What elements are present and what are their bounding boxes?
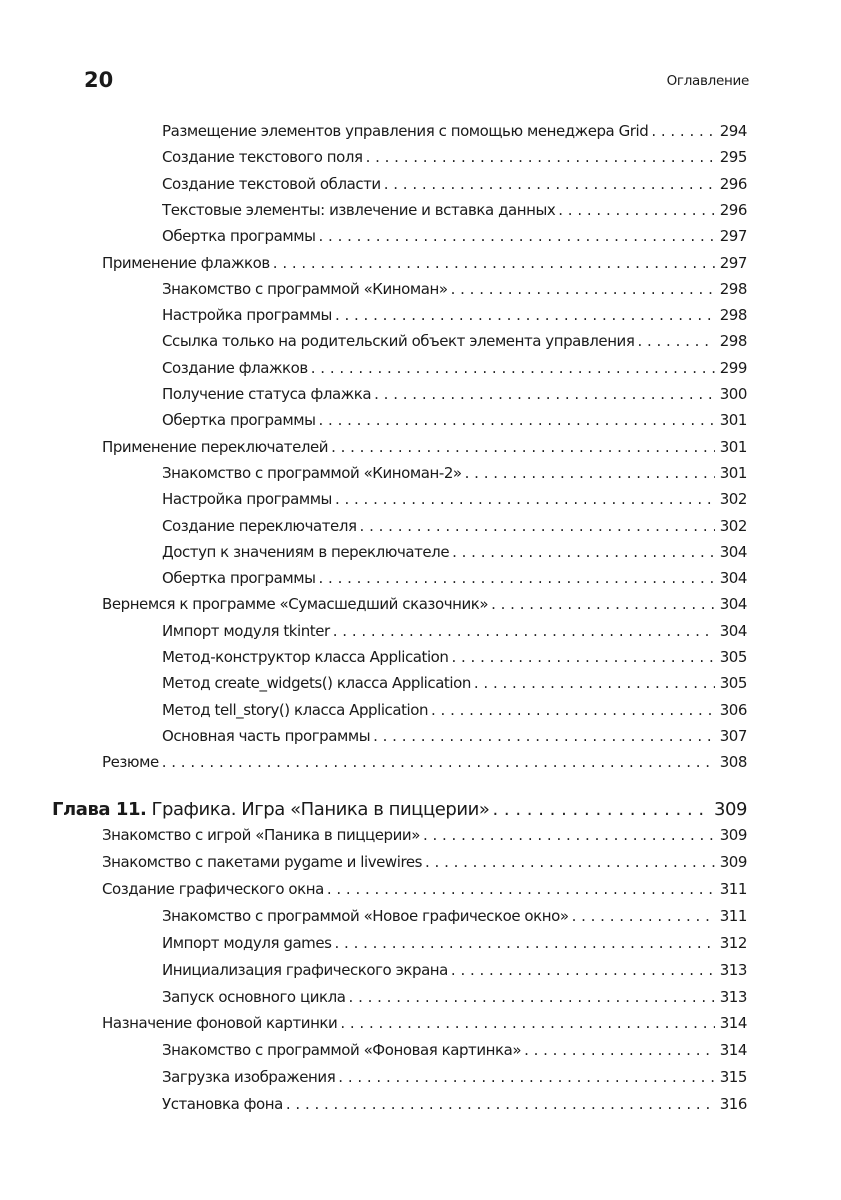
toc-entry[interactable] [102, 254, 747, 280]
toc-entry-title [162, 201, 558, 219]
entry-title-text: Вернемся к программе «Сумасшедший сказочник» [102, 595, 489, 614]
dot-leader [340, 1014, 714, 1032]
dot-leader [335, 934, 715, 952]
toc-entry-page: 304 [719, 595, 747, 614]
dot-leader [311, 359, 715, 377]
toc-entry-title [162, 517, 360, 535]
entry-title-text: Создание текстовой области [162, 174, 381, 193]
toc-entry-page: 315 [719, 1068, 747, 1087]
dot-leader [335, 490, 715, 508]
toc-entry-title [162, 907, 572, 925]
toc-entry-title [162, 332, 637, 350]
dot-leader [451, 648, 714, 666]
entry-title-text: Графика. Игра «Паника в пиццерии» [151, 798, 490, 820]
toc-entry[interactable] [162, 175, 747, 201]
entry-title-text: Знакомство с игрой «Паника в пиццерии» [102, 826, 420, 845]
dot-leader [319, 227, 715, 245]
entry-title-text: Резюме [102, 753, 159, 772]
toc-entry-title [162, 988, 349, 1006]
toc-entry-page: 295 [719, 148, 747, 167]
toc-entry[interactable] [162, 674, 747, 700]
toc-entry-page: 309 [713, 798, 747, 820]
toc-entry-title [162, 227, 319, 245]
toc-entry-page: 301 [719, 463, 747, 482]
toc-entry-page: 298 [719, 279, 747, 298]
toc-entry-title [102, 880, 327, 898]
dot-leader [474, 674, 715, 692]
entry-title-text: Настройка программы [162, 306, 332, 325]
entry-title-text: Метод tell_story() класса Application [162, 700, 429, 719]
entry-title-text: Импорт модуля games [162, 933, 332, 952]
entry-title-text: Метод create_widgets() класса Application [162, 674, 471, 693]
entry-title-text: Доступ к значениям в переключателе [162, 542, 450, 561]
toc-entry-title [162, 961, 451, 979]
entry-title-text: Создание флажков [162, 358, 308, 377]
dot-leader [558, 201, 714, 219]
toc-entry[interactable] [102, 438, 747, 464]
dot-leader [286, 1095, 715, 1113]
toc-entry-title [102, 254, 273, 272]
entry-title-text: Размещение элементов управления с помощью менеджера Grid [162, 122, 649, 140]
dot-leader [335, 306, 715, 324]
toc-entry-page: 297 [719, 227, 747, 246]
dot-leader [331, 438, 715, 456]
entry-title-text: Инициализация графического экрана [162, 960, 448, 979]
toc-entry-page: 299 [719, 358, 747, 377]
running-title: Оглавление [666, 73, 749, 89]
dot-leader [451, 280, 715, 298]
toc-entry-page: 307 [719, 726, 747, 745]
entry-title-text: Основная часть программы [162, 726, 371, 745]
toc-entry[interactable] [162, 648, 747, 674]
toc-entry[interactable] [162, 148, 747, 174]
toc-entry-title [162, 122, 651, 140]
entry-title-text: Импорт модуля tkinter [162, 621, 330, 640]
entry-title-text: Знакомство с пакетами pygame и livewires [102, 853, 422, 871]
dot-leader [319, 411, 715, 429]
dot-leader [373, 727, 715, 745]
toc-entry-title [102, 826, 423, 844]
toc-entry[interactable] [102, 853, 747, 879]
entry-title-text: Обертка программы [162, 569, 316, 588]
entry-title-text: Создание переключателя [162, 516, 357, 535]
toc-entry[interactable] [162, 934, 747, 960]
toc-entry-page: 312 [719, 933, 747, 952]
toc-entry[interactable] [162, 490, 747, 516]
toc-entry-title [162, 359, 311, 377]
toc-entry-page: 304 [719, 569, 747, 588]
toc-entry-page: 308 [719, 753, 747, 772]
toc-entry-page: 316 [719, 1095, 747, 1114]
dot-leader [338, 1068, 714, 1086]
dot-leader [491, 595, 715, 613]
toc-entry-title [162, 306, 335, 324]
dot-leader [319, 569, 715, 587]
toc-entry-page: 300 [719, 385, 747, 403]
toc-entry[interactable] [162, 385, 747, 411]
entry-title-text: Текстовые элементы: извлечение и вставка данных [162, 200, 556, 219]
toc-entry-page: 298 [719, 332, 747, 351]
toc-entry[interactable] [162, 701, 747, 727]
toc-entry-title [52, 799, 492, 820]
toc-entry-title [162, 569, 319, 587]
toc-entry[interactable] [162, 727, 747, 753]
entry-title-text: Знакомство с программой «Киноман» [162, 279, 448, 298]
toc-entry[interactable] [162, 411, 747, 437]
toc-entry[interactable] [162, 1095, 747, 1121]
toc-entry-title [102, 1014, 340, 1032]
toc-entry-page: 297 [719, 253, 747, 272]
toc-entry[interactable] [162, 622, 747, 648]
toc-entry-title [162, 280, 451, 298]
toc-entry-page: 306 [719, 700, 747, 719]
toc-entry-title [162, 148, 366, 166]
toc-entry[interactable] [162, 1068, 747, 1094]
toc-entry[interactable] [102, 595, 747, 621]
toc-entry-page: 311 [719, 879, 747, 898]
toc-entry[interactable] [102, 1014, 747, 1040]
toc-entry[interactable] [102, 880, 747, 906]
toc-entry-title [102, 853, 425, 871]
toc-entry-page: 311 [719, 906, 747, 925]
toc-entry[interactable] [162, 306, 747, 332]
toc-entry[interactable] [162, 359, 747, 385]
dot-leader [273, 254, 715, 272]
entry-title-text: Знакомство с программой «Киноман-2» [162, 463, 462, 482]
dot-leader [651, 122, 714, 140]
dot-leader [162, 753, 715, 771]
dot-leader [465, 464, 715, 482]
chapter-label: Глава 11. [52, 798, 147, 820]
dot-leader [452, 543, 715, 561]
toc-entry-title [162, 701, 431, 719]
toc-entry-page: 309 [719, 853, 747, 871]
toc-entry-page: 313 [719, 987, 747, 1006]
entry-title-text: Обертка программы [162, 227, 316, 246]
toc-entry[interactable] [162, 1041, 747, 1067]
entry-title-text: Создание графического окна [102, 879, 324, 898]
entry-title-text: Создание текстового поля [162, 148, 363, 167]
toc-entry[interactable] [162, 961, 747, 987]
entry-title-text: Применение флажков [102, 253, 270, 272]
dot-leader [374, 385, 715, 403]
toc-entry-title [102, 753, 162, 771]
dot-leader [349, 988, 715, 1006]
toc-entry-page: 313 [719, 960, 747, 979]
toc-entry-page: 314 [719, 1041, 747, 1060]
toc-entry[interactable] [102, 826, 747, 852]
toc-entry-title [162, 648, 451, 666]
entry-title-text: Обертка программы [162, 411, 316, 430]
toc-entry-page: 301 [719, 411, 747, 430]
entry-title-text: Загрузка изображения [162, 1068, 336, 1087]
dot-leader [431, 701, 715, 719]
toc-entry[interactable] [162, 907, 747, 933]
dot-leader [572, 907, 715, 925]
toc-entry-title [162, 1041, 524, 1059]
entry-title-text: Назначение фоновой картинки [102, 1014, 338, 1033]
entry-title-text: Установка фона [162, 1095, 283, 1114]
toc-entry-title [102, 438, 331, 456]
toc-entry-page: 296 [719, 174, 747, 193]
dot-leader [425, 853, 715, 871]
toc-entry-page: 314 [719, 1014, 747, 1033]
toc-entry[interactable] [162, 517, 747, 543]
toc-entry[interactable] [162, 122, 747, 148]
dot-leader [366, 148, 715, 166]
entry-title-text: Получение статуса флажка [162, 385, 372, 403]
dot-leader [384, 175, 715, 193]
dot-leader [451, 961, 715, 979]
toc-entry-title [162, 543, 452, 561]
toc-entry-title [102, 595, 491, 613]
toc-entry-page: 296 [719, 200, 747, 219]
dot-leader [637, 332, 714, 350]
toc-entry[interactable] [162, 227, 747, 253]
toc-entry-page: 304 [719, 542, 747, 561]
toc-entry[interactable] [162, 569, 747, 595]
dot-leader [333, 622, 715, 640]
toc-entry-title [162, 1095, 286, 1113]
toc-entry[interactable] [162, 332, 747, 358]
toc-entry-title [162, 464, 465, 482]
toc-entry[interactable] [162, 464, 747, 490]
toc-entry-page: 298 [719, 306, 747, 325]
dot-leader [360, 517, 715, 535]
toc-entry[interactable] [102, 753, 747, 779]
toc-entry-title [162, 674, 474, 692]
dot-leader [327, 880, 715, 898]
toc-entry-title [162, 490, 335, 508]
toc-entry-title [162, 934, 335, 952]
toc-entry-page: 309 [719, 826, 747, 845]
dot-leader [524, 1041, 715, 1059]
entry-title-text: Знакомство с программой «Фоновая картинка» [162, 1041, 522, 1060]
toc-entry-page: 301 [719, 437, 747, 456]
toc-entry-title [162, 385, 374, 403]
toc-entry-title [162, 727, 373, 745]
toc-chapter[interactable] [52, 799, 747, 827]
toc-entry[interactable] [162, 988, 747, 1014]
toc-entry-page: 294 [719, 122, 747, 140]
entry-title-text: Настройка программы [162, 490, 332, 509]
page-number: 20 [84, 68, 114, 92]
toc-entry-page: 305 [719, 674, 747, 693]
entry-title-text: Ссылка только на родительский объект элемента управления [162, 332, 635, 351]
dot-leader [492, 799, 709, 820]
toc-entry[interactable] [162, 201, 747, 227]
toc-entry-title [162, 175, 384, 193]
toc-entry[interactable] [162, 543, 747, 569]
toc-entry[interactable] [162, 280, 747, 306]
toc-entry-page: 305 [719, 648, 747, 666]
toc-entry-page: 304 [719, 621, 747, 640]
entry-title-text: Знакомство с программой «Новое графическое окно» [162, 906, 569, 925]
toc-entry-title [162, 411, 319, 429]
toc-entry-page: 302 [719, 490, 747, 509]
entry-title-text: Применение переключателей [102, 437, 329, 456]
entry-title-text: Запуск основного цикла [162, 987, 346, 1006]
dot-leader [423, 826, 715, 844]
toc-entry-page: 302 [719, 516, 747, 535]
entry-title-text: Метод-конструктор класса Application [162, 648, 449, 666]
toc-entry-title [162, 622, 333, 640]
toc-entry-title [162, 1068, 338, 1086]
